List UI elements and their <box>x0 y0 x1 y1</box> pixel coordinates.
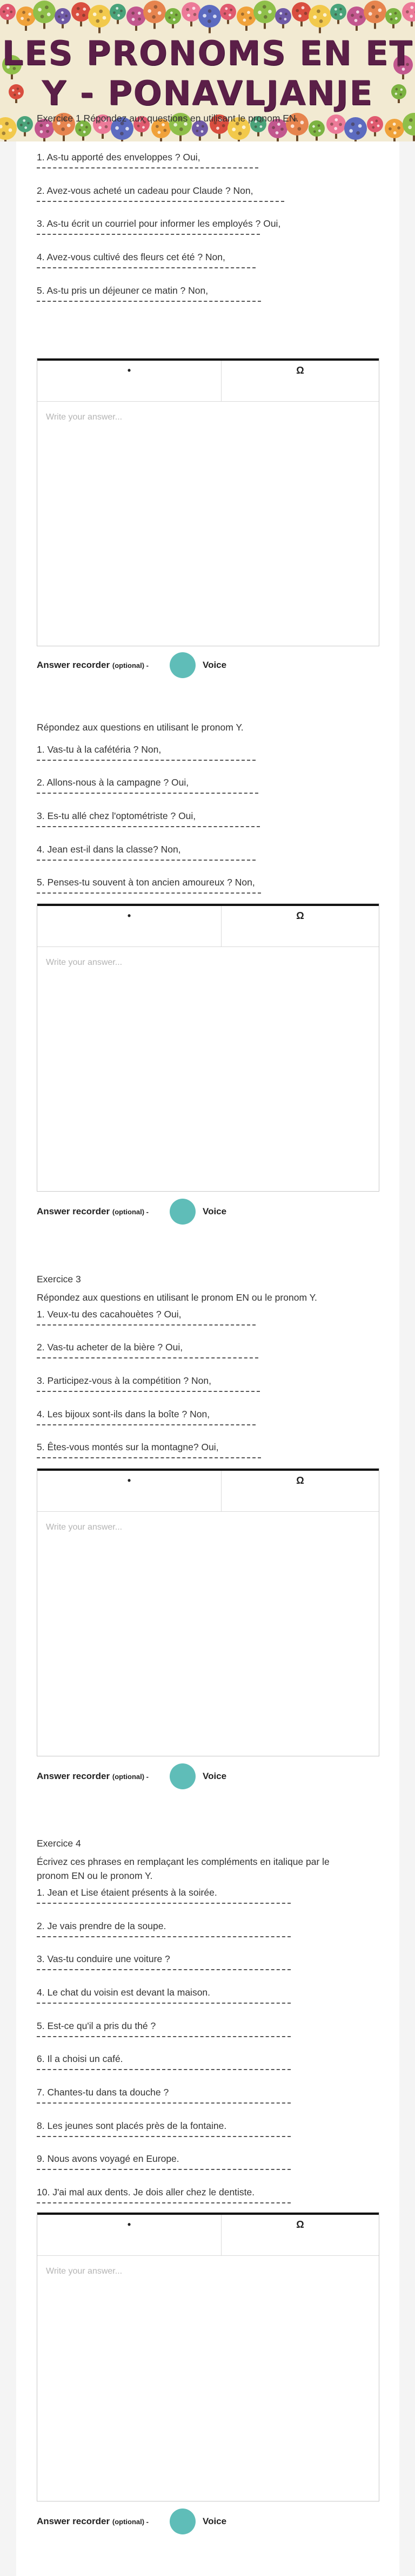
tree-icon <box>385 8 401 29</box>
answer-blank-line <box>37 2202 291 2204</box>
special-characters-button[interactable] <box>222 2215 379 2256</box>
recorder-label-text: Answer recorder <box>37 1206 110 1216</box>
recorder-label-text: Answer recorder <box>37 1771 110 1781</box>
voice-button[interactable]: Voice <box>203 2516 227 2526</box>
answer-blank-line <box>37 201 284 202</box>
exercise-instructions: Exercice 3 <box>37 1274 81 1284</box>
tree-icon <box>237 6 256 31</box>
answer-editor <box>37 1468 379 1756</box>
question-text: 2. Avez-vous acheté un cadeau pour Claude ? Non, <box>37 185 253 196</box>
question-text: 2. Allons-nous à la campagne ? Oui, <box>37 777 189 788</box>
answer-blank-line <box>37 301 261 302</box>
tree-icon <box>110 4 126 24</box>
answer-blank-line <box>37 1324 256 1326</box>
special-characters-button[interactable] <box>222 1471 379 1512</box>
answer-blank-line <box>37 760 256 761</box>
tree-icon <box>367 116 383 137</box>
tree-icon <box>403 113 415 141</box>
answer-blank-line <box>37 1903 291 1904</box>
tree-icon <box>198 5 221 33</box>
bold-button[interactable] <box>37 1471 222 1512</box>
question-text: 3. Participez-vous à la compétition ? Non, <box>37 1375 211 1386</box>
answer-textarea-placeholder[interactable]: Write your answer... <box>46 1523 123 1532</box>
exercise-instructions: Écrivez ces phrases en remplaçant les compléments en italique par le <box>37 1856 330 1867</box>
question-text: 10. J'ai mal aux dents. Je dois aller chez le dentiste. <box>37 2187 255 2198</box>
question-text: 1. Jean et Lise étaient présents à la soirée. <box>37 1887 217 1898</box>
question-text: 5. Penses-tu souvent à ton ancien amoureux ? Non, <box>37 877 255 888</box>
recorder-optional-text: (optional) - <box>112 1208 149 1216</box>
special-characters-button[interactable] <box>222 361 379 402</box>
tree-icon <box>55 8 71 29</box>
record-icon[interactable] <box>170 1199 196 1225</box>
bold-icon: • <box>127 2219 131 2230</box>
tree-icon <box>17 116 33 137</box>
question-text: 8. Les jeunes sont placés près de la fontaine. <box>37 2120 227 2131</box>
tree-icon <box>220 4 236 24</box>
tree-icon <box>326 114 346 139</box>
answer-blank-line <box>37 234 260 235</box>
exercise-instructions: Exercice 1 Répondez aux questions en utilisant le pronom EN. <box>37 113 299 124</box>
tree-icon <box>364 1 386 29</box>
answer-blank-line <box>37 1969 291 1971</box>
tree-icon <box>347 6 366 31</box>
tree-icon <box>385 119 404 141</box>
answer-editor <box>37 903 379 1192</box>
question-text: 9. Nous avons voyagé en Europe. <box>37 2153 179 2164</box>
answer-blank-line <box>37 1357 258 1359</box>
tree-icon <box>71 2 91 26</box>
answer-textarea-placeholder[interactable]: Write your answer... <box>46 958 123 967</box>
answer-blank-line <box>37 1391 260 1392</box>
answer-blank-line <box>37 2036 291 2038</box>
tree-icon <box>165 8 181 29</box>
bold-button[interactable] <box>37 361 222 402</box>
answer-recorder-label <box>37 1206 149 1217</box>
question-text: 1. Veux-tu des cacahouètes ? Oui, <box>37 1309 182 1320</box>
answer-textarea-placeholder[interactable]: Write your answer... <box>46 2267 123 2276</box>
tree-icon <box>126 6 146 31</box>
answer-blank-line <box>37 2102 291 2104</box>
omega-icon: Ω <box>296 910 304 921</box>
answer-blank-line <box>37 2069 291 2071</box>
exercise-instructions: pronom EN ou le pronom Y. <box>37 1870 153 1881</box>
answer-blank-line <box>37 2169 291 2171</box>
recorder-optional-text: (optional) - <box>112 661 149 670</box>
question-text: 4. Les bijoux sont-ils dans la boîte ? Non, <box>37 1409 210 1419</box>
question-text: 7. Chantes-tu dans ta douche ? <box>37 2087 169 2098</box>
record-icon[interactable] <box>170 1763 196 1789</box>
tree-icon <box>143 1 166 29</box>
voice-button[interactable]: Voice <box>203 1771 227 1781</box>
answer-blank-line <box>37 2003 291 2004</box>
question-text: 4. Jean est-il dans la classe? Non, <box>37 844 181 855</box>
page-title: LES PRONOMS EN ET Y - PONAVLJANJE <box>2 33 413 113</box>
bold-button[interactable] <box>37 906 222 947</box>
bold-button[interactable] <box>37 2215 222 2256</box>
exercise-instructions: Répondez aux questions en utilisant le pronom EN ou le pronom Y. <box>37 1292 317 1303</box>
tree-icon <box>33 1 56 29</box>
question-text: 3. As-tu écrit un courriel pour informer les employés ? Oui, <box>37 218 281 229</box>
question-text: 1. As-tu apporté des enveloppes ? Oui, <box>37 152 200 163</box>
omega-icon: Ω <box>296 1475 304 1486</box>
answer-editor <box>37 358 379 646</box>
special-characters-button[interactable] <box>222 906 379 947</box>
question-text: 5. Êtes-vous montés sur la montagne? Oui, <box>37 1442 219 1452</box>
answer-recorder-label <box>37 2516 149 2527</box>
tree-icon <box>292 2 311 26</box>
bold-icon: • <box>127 910 131 921</box>
question-text: 5. Est-ce qu'il a pris du thé ? <box>37 2020 156 2031</box>
answer-blank-line <box>37 826 260 828</box>
answer-blank-line <box>37 167 258 169</box>
tree-icon <box>309 120 325 141</box>
recorder-optional-text: (optional) - <box>112 1773 149 1781</box>
omega-icon: Ω <box>296 2219 304 2230</box>
recorder-label-text: Answer recorder <box>37 2516 110 2526</box>
answer-editor <box>37 2212 379 2501</box>
voice-button[interactable]: Voice <box>203 660 227 670</box>
tree-icon <box>0 117 17 141</box>
question-text: 4. Le chat du voisin est devant la maison. <box>37 1987 211 1998</box>
answer-recorder-label <box>37 660 149 671</box>
voice-button[interactable]: Voice <box>203 1206 227 1216</box>
tree-icon <box>16 6 36 31</box>
question-text: 3. Vas-tu conduire une voiture ? <box>37 1953 170 1964</box>
question-text: 3. Es-tu allé chez l'optométriste ? Oui, <box>37 810 196 821</box>
answer-blank-line <box>37 267 256 269</box>
answer-blank-line <box>37 1424 256 1426</box>
answer-blank-line <box>37 793 258 794</box>
answer-textarea-placeholder[interactable]: Write your answer... <box>46 413 123 422</box>
tree-icon <box>330 4 346 24</box>
tree-icon <box>253 1 276 29</box>
tree-icon <box>182 2 201 26</box>
record-icon[interactable] <box>170 652 196 678</box>
exercise-instructions: Exercice 4 <box>37 1838 81 1849</box>
answer-blank-line <box>37 860 256 861</box>
tree-icon <box>88 5 111 33</box>
answer-blank-line <box>37 2136 291 2138</box>
question-text: 4. Avez-vous cultivé des fleurs cet été ? Non, <box>37 252 225 262</box>
question-text: 2. Je vais prendre de la soupe. <box>37 1921 166 1931</box>
question-text: 6. Il a choisi un café. <box>37 2053 123 2064</box>
bold-icon: • <box>127 1475 131 1486</box>
tree-icon <box>402 2 415 26</box>
tree-icon <box>0 4 16 24</box>
bold-icon: • <box>127 365 131 376</box>
omega-icon: Ω <box>296 365 304 376</box>
recorder-label-text: Answer recorder <box>37 660 110 670</box>
answer-recorder-label <box>37 1771 149 1782</box>
exercise-instructions: Répondez aux questions en utilisant le pronom Y. <box>37 722 244 733</box>
answer-blank-line <box>37 1457 261 1459</box>
recorder-optional-text: (optional) - <box>112 2518 149 2526</box>
tree-icon <box>344 117 367 141</box>
question-text: 5. As-tu pris un déjeuner ce matin ? Non, <box>37 285 209 296</box>
answer-blank-line <box>37 1936 291 1938</box>
question-text: 1. Vas-tu à la cafétéria ? Non, <box>37 744 162 755</box>
tree-icon <box>275 8 291 29</box>
question-text: 2. Vas-tu acheter de la bière ? Oui, <box>37 1342 183 1353</box>
answer-blank-line <box>37 893 261 894</box>
tree-icon <box>309 5 331 33</box>
record-icon[interactable] <box>170 2509 196 2534</box>
